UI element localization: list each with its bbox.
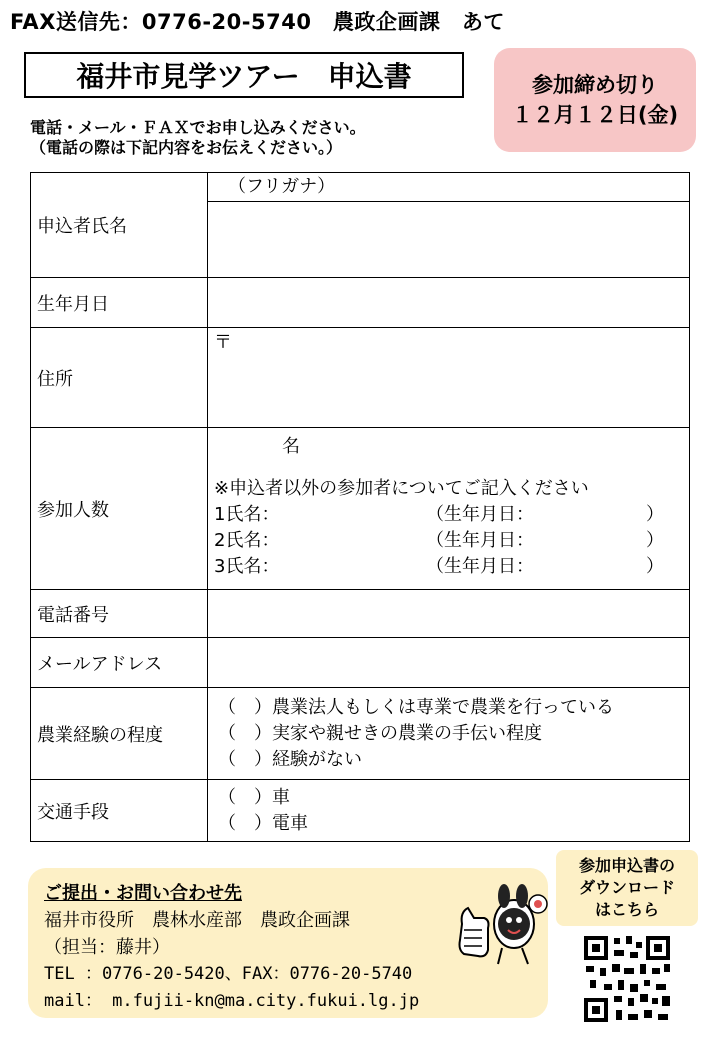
- form-row-transport: [31, 780, 690, 842]
- contact-organization: 福井市役所 農林水産部 農政企画課: [44, 910, 350, 931]
- instructions: [30, 118, 366, 158]
- contact-email[interactable]: mail： m.fujii-kn@ma.city.fukui.lg.jp: [44, 991, 420, 1011]
- participants-label: 参加人数: [31, 428, 208, 590]
- application-form: [30, 172, 690, 842]
- address-field[interactable]: [208, 328, 690, 428]
- name-field[interactable]: [208, 202, 690, 278]
- contact-person: （担当：藤井）: [44, 937, 170, 958]
- participant-name-label: 2氏名：: [214, 530, 280, 551]
- thumbs-up-mascot-icon: [452, 884, 550, 976]
- deadline-badge: [494, 48, 696, 152]
- form-row-name: [31, 173, 690, 202]
- instruction-line-2: （電話の際は下記内容をお伝えください。）: [30, 138, 343, 157]
- furigana-label: （フリガナ）: [228, 176, 336, 197]
- email-label: メールアドレス: [31, 638, 208, 688]
- experience-option[interactable]: （ ）経験がない: [218, 748, 362, 770]
- form-row-participants: [31, 428, 690, 590]
- deadline-label: 参加締め切り: [532, 73, 658, 97]
- contact-info: [44, 880, 419, 1015]
- participant-name-label: 1氏名：: [214, 504, 280, 525]
- participant-name-label: 3氏名：: [214, 556, 280, 577]
- download-line-1: 参加申込書の: [578, 856, 675, 875]
- instruction-line-1: 電話・メール・ＦＡＸでお申し込みください。: [30, 118, 366, 137]
- participant-birth-label: （生年月日：: [426, 556, 534, 577]
- postal-mark: 〒: [214, 332, 232, 353]
- transport-option[interactable]: （ ）電車: [218, 812, 308, 834]
- download-line-2: ダウンロード: [578, 878, 675, 897]
- phone-field[interactable]: [208, 590, 690, 638]
- participant-entry[interactable]: [214, 554, 689, 580]
- participant-birth-label: （生年月日：: [426, 504, 534, 525]
- phone-label: 電話番号: [31, 590, 208, 638]
- participant-entry[interactable]: [214, 528, 689, 554]
- qr-code-icon[interactable]: [582, 934, 672, 1028]
- address-label: 住所: [31, 328, 208, 428]
- download-link[interactable]: [556, 850, 698, 926]
- experience-option[interactable]: （ ）農業法人もしくは専業で農業を行っている: [218, 696, 614, 718]
- birthdate-label: 生年月日: [31, 278, 208, 328]
- furigana-field[interactable]: [208, 173, 690, 202]
- form-row-phone: [31, 590, 690, 638]
- transport-options: [208, 780, 690, 842]
- download-line-3: はこちら: [594, 900, 659, 919]
- form-row-email: [31, 638, 690, 688]
- participants-field[interactable]: [208, 428, 690, 590]
- form-row-address: [31, 328, 690, 428]
- name-label: 申込者氏名: [31, 173, 208, 278]
- form-row-birthdate: [31, 278, 690, 328]
- experience-option[interactable]: （ ）実家や親せきの農業の手伝い程度: [218, 722, 542, 744]
- participants-note: ※申込者以外の参加者についてご記入ください: [214, 478, 589, 499]
- transport-option[interactable]: （ ）車: [218, 786, 290, 808]
- participants-count: 名: [282, 436, 300, 457]
- fax-destination: FAX送信先：0776-20-5740 農政企画課 あて: [10, 10, 505, 34]
- contact-phone-fax: TEL ：0776-20-5420、FAX：0776-20-5740: [44, 964, 413, 984]
- contact-heading: ご提出・お問い合わせ先: [44, 883, 242, 904]
- participant-close: ）: [646, 530, 664, 551]
- experience-label: 農業経験の程度: [31, 688, 208, 780]
- participant-entry[interactable]: [214, 502, 689, 528]
- form-row-experience: [31, 688, 690, 780]
- experience-options: [208, 688, 690, 780]
- participant-close: ）: [646, 556, 664, 577]
- page-title: 福井市見学ツアー 申込書: [24, 52, 464, 98]
- participant-close: ）: [646, 504, 664, 525]
- email-field[interactable]: [208, 638, 690, 688]
- deadline-date: １２月１２日(金): [511, 103, 679, 127]
- participant-birth-label: （生年月日：: [426, 530, 534, 551]
- transport-label: 交通手段: [31, 780, 208, 842]
- birthdate-field[interactable]: [208, 278, 690, 328]
